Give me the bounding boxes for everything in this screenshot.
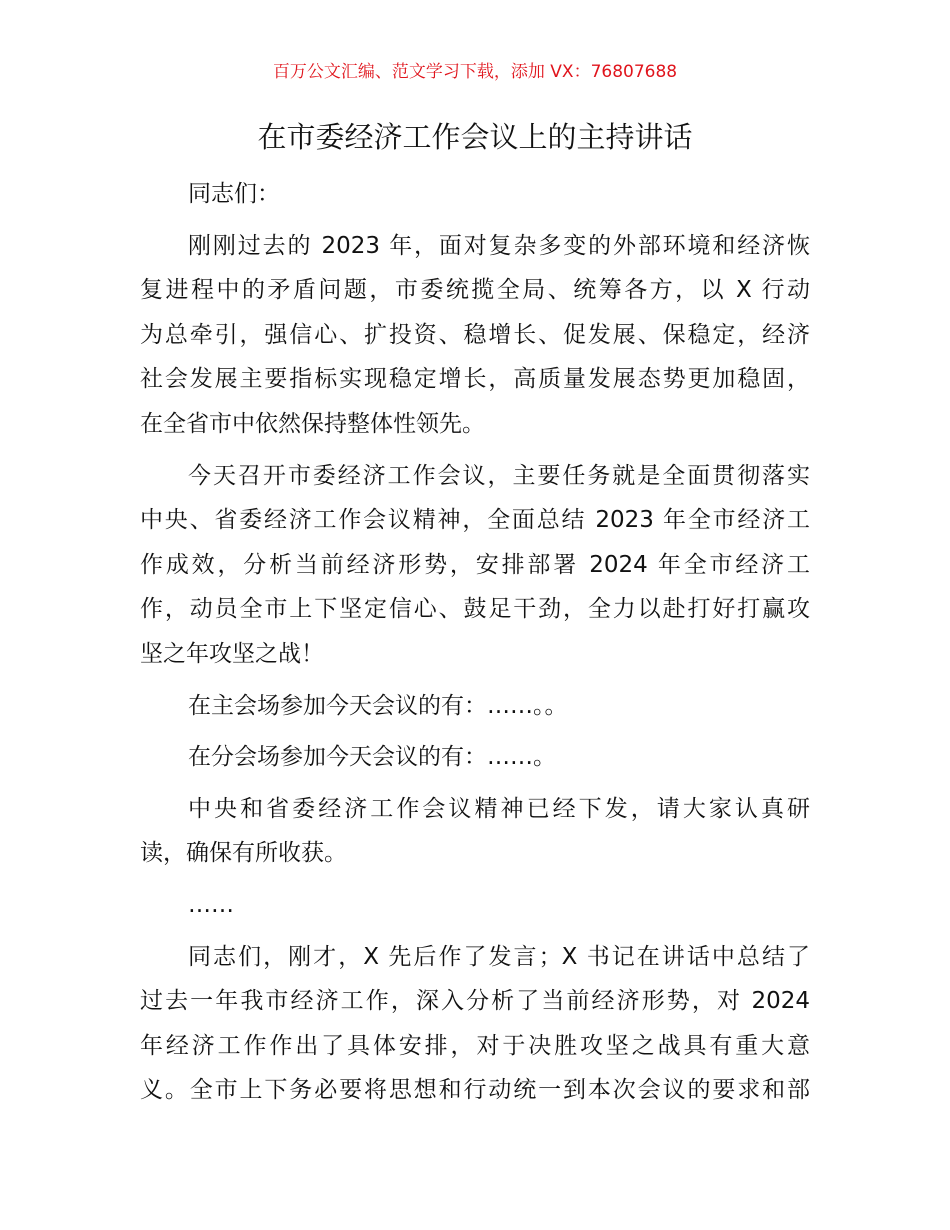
text-line: 坚之年攻坚之战！ xyxy=(140,640,324,667)
paragraph xyxy=(140,735,810,780)
text-line: 过去一年我市经济工作，深入分析了当前经济形势，对 2024 xyxy=(140,988,810,1015)
text-line: 在分会场参加今天会议的有：……。 xyxy=(188,744,556,771)
paragraph xyxy=(140,224,810,447)
text-line: 同志们： xyxy=(188,181,280,207)
text-line: 为总牵引，强信心、扩投资、稳增长、促发展、保稳定，经济 xyxy=(140,321,810,348)
text-line: 社会发展主要指标实现稳定增长，高质量发展态势更加稳固， xyxy=(140,366,810,393)
text-line: 复进程中的矛盾问题，市委统揽全局、统筹各方，以 X 行动 xyxy=(140,277,810,304)
paragraph xyxy=(140,935,810,1113)
text-line: 刚刚过去的 2023 年，面对复杂多变的外部环境和经济恢 xyxy=(188,232,810,259)
text-line: 在主会场参加今天会议的有：……。。 xyxy=(188,692,568,719)
paragraph xyxy=(140,172,810,217)
text-line: 作成效，分析当前经济形势，安排部署 2024 年全市经济工 xyxy=(140,551,810,578)
text-line: 作，动员全市上下坚定信心、鼓足干劲，全力以赴打好打赢攻 xyxy=(140,596,810,623)
paragraph xyxy=(140,883,810,928)
text-line: 在全省市中依然保持整体性领先。 xyxy=(140,410,485,437)
document-body xyxy=(140,172,810,1120)
text-line: 今天召开市委经济工作会议，主要任务就是全面贯彻落实 xyxy=(188,462,810,489)
watermark-header: 百万公文汇编、范文学习下载，添加 VX：76807688 xyxy=(272,62,678,82)
paragraph xyxy=(140,787,810,876)
text-line: 同志们，刚才，X 先后作了发言；X 书记在讲话中总结了 xyxy=(188,943,810,970)
paragraph xyxy=(140,684,810,729)
text-line: 中央和省委经济工作会议精神已经下发，请大家认真研 xyxy=(188,795,810,822)
paragraph xyxy=(140,454,810,677)
text-line: 义。全市上下务必要将思想和行动统一到本次会议的要求和部 xyxy=(140,1077,810,1104)
document-title: 在市委经济工作会议上的主持讲话 xyxy=(257,120,693,154)
text-line: …… xyxy=(188,891,234,918)
text-line: 中央、省委经济工作会议精神，全面总结 2023 年全市经济工 xyxy=(140,507,810,534)
text-line: 年经济工作作出了具体安排，对于决胜攻坚之战具有重大意 xyxy=(140,1032,810,1059)
text-line: 读，确保有所收获。 xyxy=(140,840,347,867)
